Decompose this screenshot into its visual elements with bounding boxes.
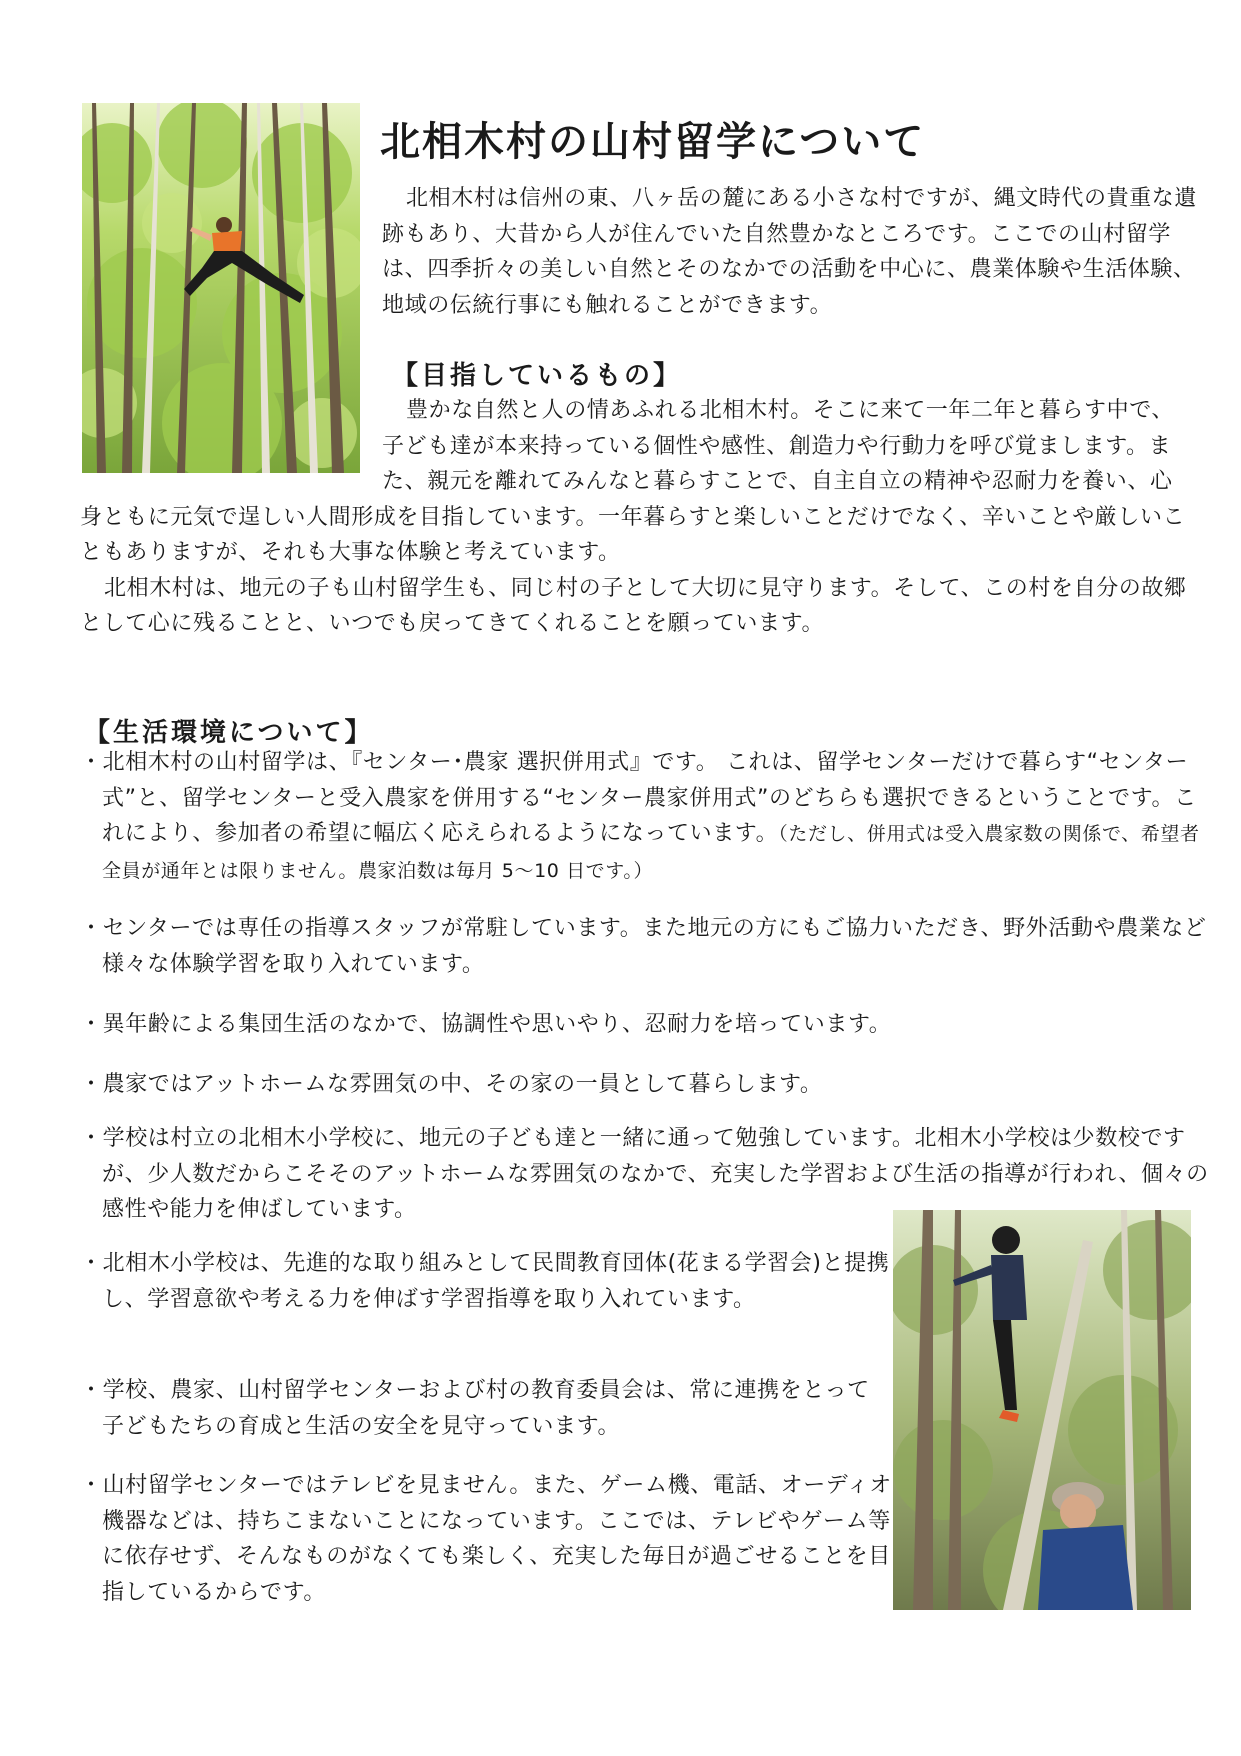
environment-item-2: ・センターでは専任の指導スタッフが常駐しています。また地元の方にもご協力いただき、野外活動や農業など様々な体験学習を取り入れています。 xyxy=(80,916,1207,977)
environment-item-4: ・農家ではアットホームな雰囲気の中、その家の一員として暮らします。 xyxy=(80,1072,823,1097)
tree-climb-photo xyxy=(893,1210,1191,1610)
goal-paragraph-1: 豊かな自然と人の情あふれる北相木村。そこに来て一年二年と暮らす中で、子ども達が本来持っている個性や感性、創造力や行動力を呼び覚まします。また、親元を離れてみんなと暮らすことで、自主自立の精神や忍耐力を養い、心身ともに元気で逞しい人間形成を目指しています。一年暮らすと楽しいことだけでなく、辛いことや厳しいこともありますが、それも大事な体験と考えています。 xyxy=(80,398,1186,565)
goal-section xyxy=(80,393,1190,642)
goal-heading: 【目指しているもの】 xyxy=(392,361,683,391)
page-title: 北相木村の山村留学について xyxy=(380,119,926,165)
environment-item-3: ・異年齢による集団生活のなかで、協調性や思いやり、忍耐力を培っています。 xyxy=(80,1012,892,1037)
environment-item-8: ・山村留学センターではテレビを見ません。また、ゲーム機、電話、オーディオ機器などは、持ちこまないことになっています。ここでは、テレビやゲーム等に依存せず、そんなものがなくても楽しく、充実した毎日が過ごせることを目指しているからです。 xyxy=(80,1473,892,1605)
environment-item-7: ・学校、農家、山村留学センターおよび村の教育委員会は、常に連携をとって子どもたちの育成と生活の安全を見守っています。 xyxy=(80,1378,870,1439)
environment-item-1 xyxy=(80,745,1212,889)
tree-climb-illustration xyxy=(893,1210,1191,1610)
photo-wrap-spacer xyxy=(80,393,382,493)
environment-heading: 【生活環境について】 xyxy=(84,718,374,748)
environment-item-6: ・北相木小学校は、先進的な取り組みとして民間教育団体(花まる学習会)と提携し、学習意欲や考える力を伸ばす学習指導を取り入れています。 xyxy=(80,1251,890,1312)
environment-item-1-note: （ただし、併用式は受入農家数の関係で、希望者全員が通年とは限りません。農家泊数は毎月 5～10 日です。） xyxy=(102,823,1200,882)
goal-paragraph-2: 北相木村は、地元の子も山村留学生も、同じ村の子として大切に見守ります。そして、この村を自分の故郷として心に残ることと、いつでも戻ってきてくれることを願っています。 xyxy=(80,575,1187,636)
intro-paragraph: 北相木村は信州の東、八ヶ岳の麓にある小さな村ですが、縄文時代の貴重な遺跡もあり、大昔から人が住んでいた自然豊かなところです。ここでの山村留学は、四季折々の美しい自然とそのなかでの活動を中心に、農業体験や生活体験、地域の伝統行事にも触れることができます。 xyxy=(382,186,1198,318)
environment-item-1-text: ・北相木村の山村留学は、『センター･農家 選択併用式』です。 これは、留学センターだけで暮らす“センター式”と、留学センターと受入農家を併用する“センター農家併用式”のどちらも選択できるということです。これにより、参加者の希望に幅広く応えられるようになっています。 xyxy=(80,750,1197,846)
environment-item-5: ・学校は村立の北相木小学校に、地元の子ども達と一緒に通って勉強しています。北相木小学校は少数校ですが、少人数だからこそそのアットホームな雰囲気のなかで、充実した学習および生活の指導が行われ、個々の感性や能力を伸ばしています。 xyxy=(80,1126,1209,1222)
